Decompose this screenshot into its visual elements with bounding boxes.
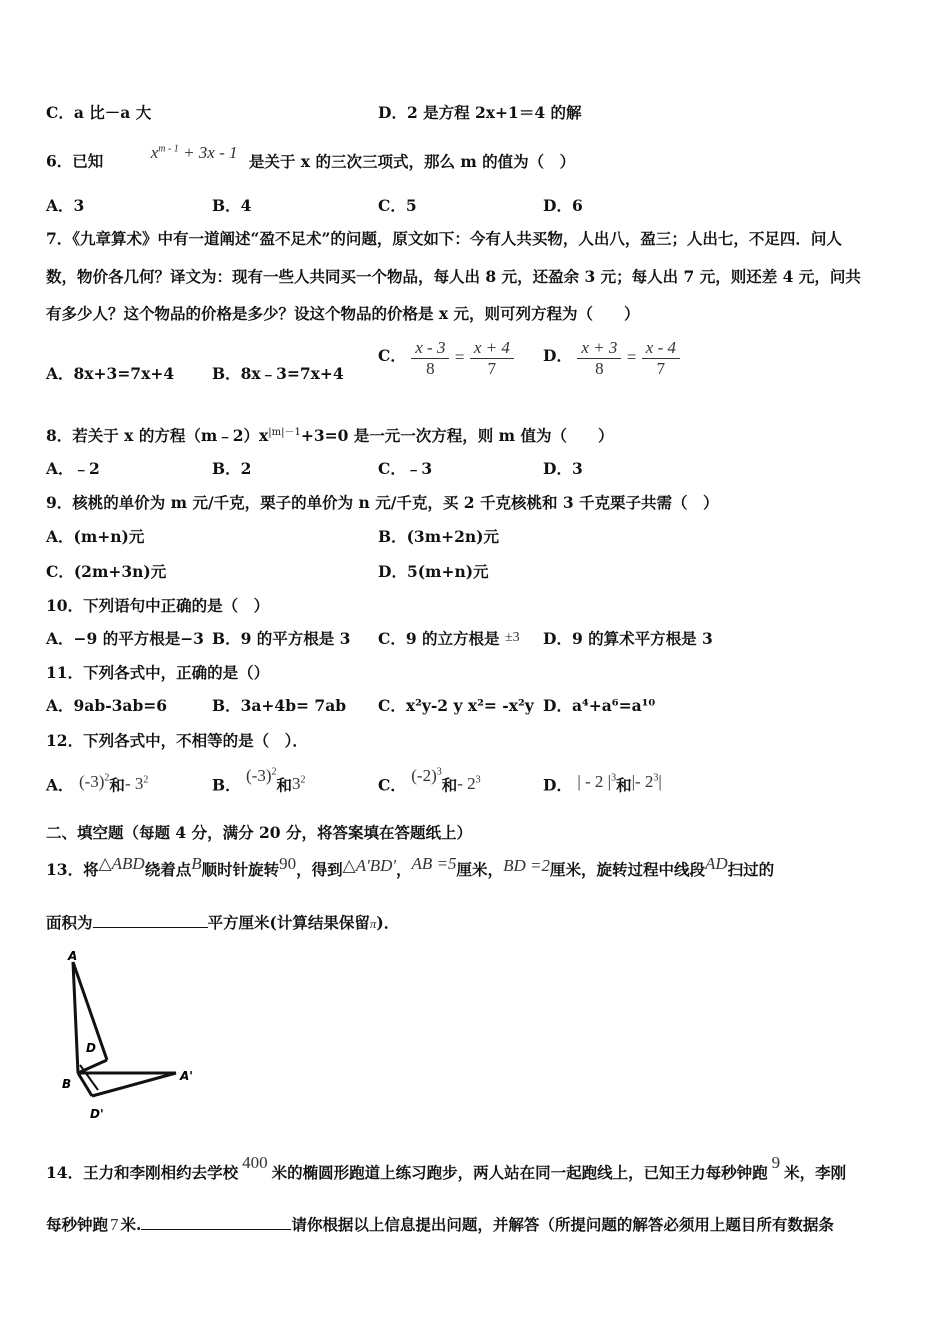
- question-6: [46, 142, 576, 172]
- q12-option-c: C． $(-2)^3$和- $2^3$: [378, 765, 481, 795]
- segment-a-prime-d-prime: [92, 1073, 176, 1096]
- q9-option-d: D．5(m+n)元: [378, 562, 489, 581]
- q10-option-c: C．9 的立方根是 ±3: [378, 629, 520, 648]
- q10-option-b: B．9 的平方根是 3: [212, 629, 351, 648]
- q9-option-a: A．(m+n)元: [46, 527, 145, 546]
- q7-line-1: 7．《九章算术》中有一道阐述“盈不足术”的问题，原文如下：今有人共买物，人出八，盈三；人出七，不足四．问人: [46, 229, 842, 248]
- q11-option-c: C．x²y-2 y x²= -x²y: [378, 696, 534, 715]
- q9-option-c: C．(2m+3n)元: [46, 562, 167, 581]
- q12-option-d: D． | - 2 $|^3$和|- $2^3|$: [543, 771, 662, 795]
- question-14-line-2: 每秒钟跑 7 米. 请你根据以上信息提出问题，并解答（所提问题的解答必须用上题目所有数据条: [46, 1215, 834, 1234]
- q7-c-fraction-left: $\frac{x - 3}{8}$: [411, 338, 449, 379]
- q6-prefix: 6．已知: [46, 151, 104, 171]
- q6-option-a: A．3: [46, 196, 85, 215]
- q5-option-d: D．2 是方程 2x+1＝4 的解: [378, 103, 582, 122]
- q7-option-b: B．8x﹣3=7x+4: [212, 364, 344, 383]
- q7-line-2: 数，物价各几何？译文为：现有一些人共同买一个物品，每人出 8 元，还盈余 3 元；每人出 7 元，则还差 4 元，问共: [46, 267, 861, 286]
- q7-d-fraction-left: $\frac{x + 3}{8}$: [577, 338, 621, 379]
- question-10: 10．下列语句中正确的是（ ）: [46, 596, 270, 615]
- q11-option-b: B．3a+4b= 7ab: [212, 696, 347, 715]
- q6-option-c: C．5: [378, 196, 417, 215]
- label-a-prime: A': [180, 1069, 193, 1083]
- q8-option-c: C．﹣3: [378, 459, 433, 478]
- q7-d-fraction-right: $\frac{x - 4}{7}$: [642, 338, 680, 379]
- q9-option-b: B．(3m+2n)元: [378, 527, 499, 546]
- q8-option-a: A．﹣2: [46, 459, 100, 478]
- q7-option-a: A．8x+3=7x+4: [46, 364, 175, 383]
- label-d-prime: D': [90, 1107, 104, 1121]
- q6-expression: $x^{m - 1} + 3x - 1$: [150, 142, 238, 162]
- question-9: 9．核桃的单价为 m 元/千克，栗子的单价为 n 元/千克，买 2 千克核桃和 3 千克栗子共需（ ）: [46, 493, 719, 512]
- q7-option-c: C． $\frac{x - 3}{8}$ = $\frac{x + 4}{7}$: [378, 338, 514, 379]
- q11-option-a: A．9ab-3ab=6: [46, 696, 168, 715]
- question-13-line-1: 13．将△ABD绕着点B顺时针旋转90，得到△A'BD'，AB =5厘米，BD =2厘米，旋转过程中线段AD扫过的: [46, 854, 775, 879]
- q10-option-d: D．9 的算术平方根是 3: [543, 629, 713, 648]
- question-12: 12．下列各式中，不相等的是（ ）．: [46, 731, 308, 750]
- q7-option-d: D． $\frac{x + 3}{8}$ = $\frac{x - 4}{7}$: [543, 338, 680, 379]
- q7-c-fraction-right: $\frac{x + 4}{7}$: [470, 338, 514, 379]
- q11-option-d: D．a⁴+a⁶=a¹⁰: [543, 696, 656, 715]
- q7-line-3: 有多少人？这个物品的价格是多少？设这个物品的价格是 x 元，则可列方程为（ ）: [46, 304, 640, 323]
- question-14-line-1: 14．王力和李刚相约去学校400米的椭圆形跑道上练习跑步，两人站在同一起跑线上，已知王力每秒钟跑9米，李刚: [46, 1153, 847, 1182]
- q14-answer-blank[interactable]: [141, 1213, 291, 1230]
- segment-db: [78, 1060, 107, 1073]
- rotation-figure: [60, 940, 210, 1125]
- question-13-line-2: 面积为 平方厘米(计算结果保留π)．: [46, 913, 400, 932]
- q5-option-c: C．a 比－a 大: [46, 103, 152, 122]
- q6-option-d: D．6: [543, 196, 583, 215]
- q12-option-a: A． $(-3)^2$和- $3^2$: [46, 771, 149, 795]
- label-d: D: [86, 1041, 96, 1055]
- label-b: B: [62, 1077, 72, 1091]
- q10-option-a: A．−9 的平方根是−3: [46, 629, 204, 648]
- q8-option-b: B．2: [212, 459, 252, 478]
- q12-option-b: B． $(-3)^2$和$3^2$: [212, 765, 306, 795]
- q6-suffix: 是关于 x 的三次三项式，那么 m 的值为（ ）: [248, 151, 576, 171]
- section-2-title: 二、填空题（每题 4 分，满分 20 分，将答案填在答题纸上）: [46, 823, 472, 842]
- question-8: 8．若关于 x 的方程$(m﹣2)x^{|m|-1}+3=0$ 是一元一次方程，则 m 值为（ ）: [46, 426, 614, 446]
- q13-answer-blank[interactable]: [93, 911, 208, 928]
- label-a: A: [68, 949, 78, 963]
- q8-option-d: D．3: [543, 459, 583, 478]
- question-11: 11．下列各式中，正确的是（）: [46, 663, 270, 682]
- segment-d-prime-b: [78, 1073, 92, 1096]
- q6-option-b: B．4: [212, 196, 252, 215]
